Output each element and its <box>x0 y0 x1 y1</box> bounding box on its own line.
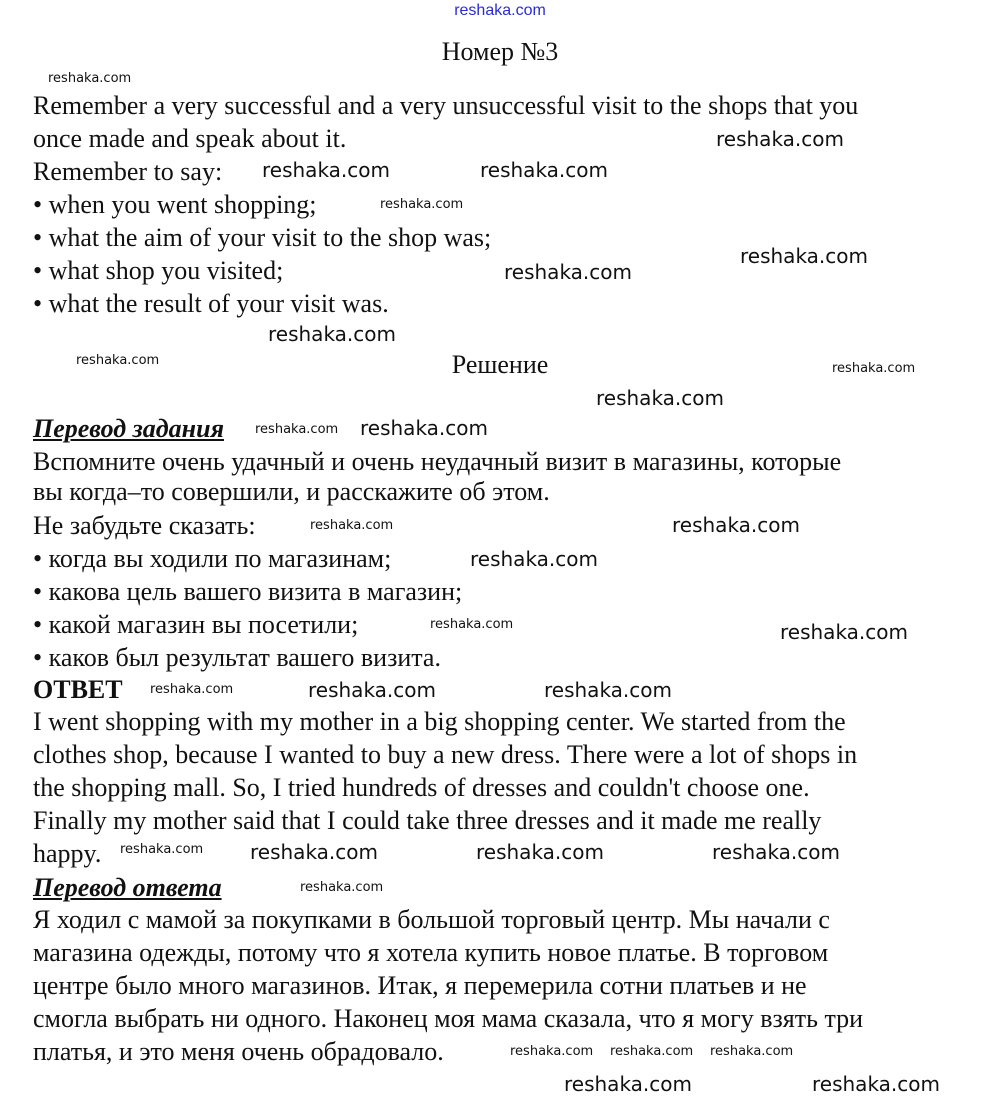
watermark: reshaka.com <box>510 1044 594 1059</box>
answer-translation-line: магазина одежды, потому что я хотела купить новое платье. В торговом <box>33 938 829 967</box>
translation-line: • какова цель вашего визита в магазин; <box>33 577 463 606</box>
translation-line: Вспомните очень удачный и очень неудачный визит в магазины, которые <box>33 447 842 476</box>
watermark: reshaka.com <box>268 322 396 346</box>
watermark: reshaka.com <box>480 158 608 182</box>
watermark: reshaka.com <box>610 1044 694 1059</box>
watermark: reshaka.com <box>832 361 916 376</box>
watermark: reshaka.com <box>812 1072 940 1096</box>
answer-translation-line: Я ходил с мамой за покупками в большой торговый центр. Мы начали с <box>33 905 830 934</box>
page-title: Номер №3 <box>441 37 559 66</box>
task-line: Remember to say: <box>33 157 223 186</box>
task-line: • what shop you visited; <box>33 256 284 285</box>
watermark: reshaka.com <box>716 127 844 151</box>
translation-line: • каков был результат вашего визита. <box>33 643 441 672</box>
watermark: reshaka.com <box>310 518 394 533</box>
watermark: reshaka.com <box>470 547 598 571</box>
answer-line: happy. <box>33 839 102 868</box>
translation-line: • какой магазин вы посетили; <box>33 610 359 639</box>
translation-line: вы когда–то совершили, и расскажите об этом. <box>33 477 550 506</box>
translation-heading: Перевод задания <box>33 414 224 443</box>
task-line: • what the result of your visit was. <box>33 289 389 318</box>
answer-line: the shopping mall. So, I tried hundreds of dresses and couldn't choose one. <box>33 773 810 802</box>
watermark: reshaka.com <box>672 513 800 537</box>
watermark: reshaka.com <box>300 880 384 895</box>
answer-translation-line: смогла выбрать ни одного. Наконец моя мама сказала, что я могу взять три <box>33 1004 864 1033</box>
answer-translation-line: платья, и это меня очень обрадовало. <box>33 1037 444 1066</box>
answer-translation-heading: Перевод ответа <box>33 873 222 902</box>
watermark: reshaka.com <box>476 840 604 864</box>
answer-line: I went shopping with my mother in a big shopping center. We started from the <box>33 707 846 736</box>
watermark: reshaka.com <box>308 678 436 702</box>
solution-heading: Решение <box>451 350 549 379</box>
watermark: reshaka.com <box>255 422 339 437</box>
site-link[interactable]: reshaka.com <box>454 2 546 19</box>
watermark: reshaka.com <box>76 353 160 368</box>
watermark: reshaka.com <box>504 260 632 284</box>
watermark: reshaka.com <box>712 840 840 864</box>
task-line: Remember a very successful and a very unsuccessful visit to the shops that you <box>33 91 859 120</box>
answer-line: clothes shop, because I wanted to buy a new dress. There were a lot of shops in <box>33 740 858 769</box>
watermark: reshaka.com <box>360 416 488 440</box>
watermark: reshaka.com <box>48 71 132 86</box>
task-line: once made and speak about it. <box>33 124 347 153</box>
watermark: reshaka.com <box>380 197 464 212</box>
watermark: reshaka.com <box>250 840 378 864</box>
watermark: reshaka.com <box>430 617 514 632</box>
watermark: reshaka.com <box>150 682 234 697</box>
watermark: reshaka.com <box>120 842 204 857</box>
translation-line: • когда вы ходили по магазинам; <box>33 544 392 573</box>
translation-line: Не забудьте сказать: <box>33 511 256 540</box>
task-line: • when you went shopping; <box>33 190 317 219</box>
answer-line: Finally my mother said that I could take three dresses and it made me really <box>33 806 822 835</box>
watermark: reshaka.com <box>780 620 908 644</box>
answer-heading: ОТВЕТ <box>33 675 123 704</box>
watermark: reshaka.com <box>740 244 868 268</box>
watermark: reshaka.com <box>710 1044 794 1059</box>
answer-translation-line: центре было много магазинов. Итак, я перемерила сотни платьев и не <box>33 971 807 1000</box>
watermark: reshaka.com <box>596 386 724 410</box>
watermark: reshaka.com <box>564 1072 692 1096</box>
watermark: reshaka.com <box>262 158 390 182</box>
task-line: • what the aim of your visit to the shop was; <box>33 223 492 252</box>
watermark: reshaka.com <box>544 678 672 702</box>
